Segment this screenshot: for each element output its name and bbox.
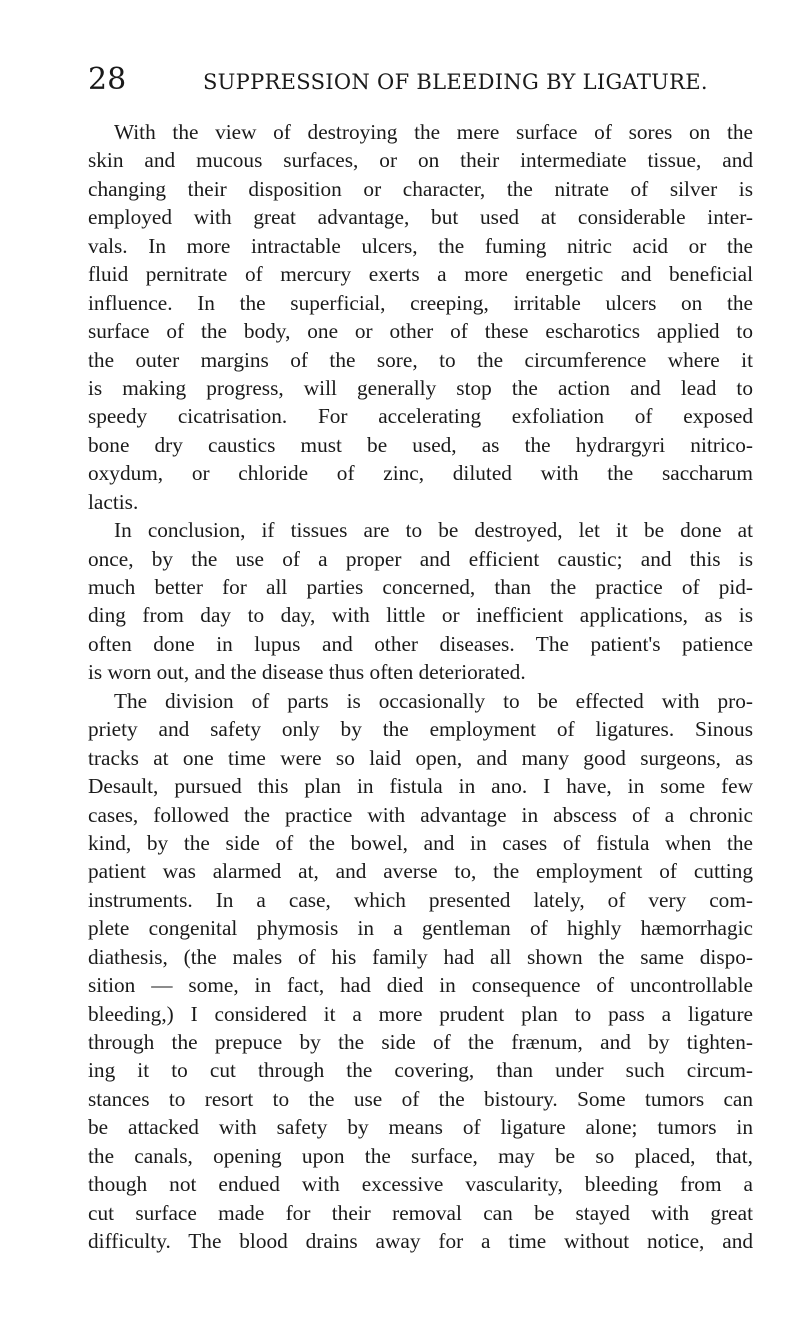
paragraph xyxy=(88,118,753,516)
text-line: plete congenital phymosis in a gentleman of highly hæmorrhagic xyxy=(88,916,753,941)
text-line: tracks at one time were so laid open, and many good surgeons, as xyxy=(88,745,753,770)
text-line: difficulty. The blood drains away for a time without notice, and xyxy=(88,1229,753,1254)
text-line: kind, by the side of the bowel, and in cases of fistula when the xyxy=(88,830,753,855)
text-line: much better for all parties concerned, than the practice of pid- xyxy=(88,575,753,599)
text-line: speedy cicatrisation. For accelerating exfoliation of exposed xyxy=(88,404,753,429)
text-line: be attacked with safety by means of ligature alone; tumors in xyxy=(88,1115,753,1140)
text-line: bone dry caustics must be used, as the hydrargyri nitrico- xyxy=(88,432,753,457)
text-line: With the view of destroying the mere surface of sores on the xyxy=(114,120,753,144)
text-line: through the prepuce by the side of the frænum, and by tighten- xyxy=(88,1030,753,1054)
text-line: instruments. In a case, which presented lately, of very com- xyxy=(88,887,753,912)
body-text xyxy=(88,118,753,1256)
text-line: stances to resort to the use of the bistoury. Some tumors can xyxy=(88,1086,753,1111)
text-line: once, by the use of a proper and efficient caustic; and this is xyxy=(88,546,753,571)
text-line: fluid pernitrate of mercury exerts a more energetic and beneficial xyxy=(88,262,753,287)
text-line: lactis. xyxy=(88,489,139,514)
text-line: skin and mucous surfaces, or on their intermediate tissue, and xyxy=(88,148,753,173)
text-line: The division of parts is occasionally to be effected with pro- xyxy=(114,688,753,713)
text-line: the canals, opening upon the surface, may be so placed, that, xyxy=(88,1143,753,1168)
text-line: is making progress, will generally stop the action and lead to xyxy=(88,375,753,400)
text-line: priety and safety only by the employment of ligatures. Sinous xyxy=(88,717,753,742)
text-line: influence. In the superficial, creeping, irritable ulcers on the xyxy=(88,290,753,315)
text-line: ding from day to day, with little or inefficient applications, as is xyxy=(88,603,753,628)
text-line: Desault, pursued this plan in fistula in ano. I have, in some few xyxy=(88,774,753,799)
text-line: cut surface made for their removal can be stayed with great xyxy=(88,1200,753,1225)
text-line: diathesis, (the males of his family had all shown the same dispo- xyxy=(88,944,753,969)
page-header xyxy=(88,62,748,102)
text-line: the outer margins of the sore, to the circumference where it xyxy=(88,347,753,372)
paragraph xyxy=(88,687,753,1256)
text-line: though not endued with excessive vascularity, bleeding from a xyxy=(88,1172,753,1197)
text-line: bleeding,) I considered it a more prudent plan to pass a ligature xyxy=(88,1001,753,1026)
text-line: is worn out, and the disease thus often deteriorated. xyxy=(88,660,526,685)
text-line: often done in lupus and other diseases. The patient's patience xyxy=(88,631,753,656)
text-line: employed with great advantage, but used at considerable inter- xyxy=(88,205,753,230)
page-number: 28 xyxy=(88,62,127,97)
running-title: SUPPRESSION OF BLEEDING BY LIGATURE. xyxy=(203,70,708,94)
text-line: vals. In more intractable ulcers, the fuming nitric acid or the xyxy=(88,233,753,258)
text-line: In conclusion, if tissues are to be destroyed, let it be done at xyxy=(114,518,753,543)
text-line: cases, followed the practice with advantage in abscess of a chronic xyxy=(88,802,753,827)
text-line: surface of the body, one or other of these escharotics applied to xyxy=(88,319,753,344)
text-line: ing it to cut through the covering, than under such circum- xyxy=(88,1058,753,1083)
text-line: changing their disposition or character, the nitrate of silver is xyxy=(88,176,753,201)
text-line: sition — some, in fact, had died in consequence of uncontrollable xyxy=(88,973,753,998)
paragraph xyxy=(88,516,753,687)
text-line: oxydum, or chloride of zinc, diluted with the saccharum xyxy=(88,461,753,486)
text-line: patient was alarmed at, and averse to, the employment of cutting xyxy=(88,859,753,884)
